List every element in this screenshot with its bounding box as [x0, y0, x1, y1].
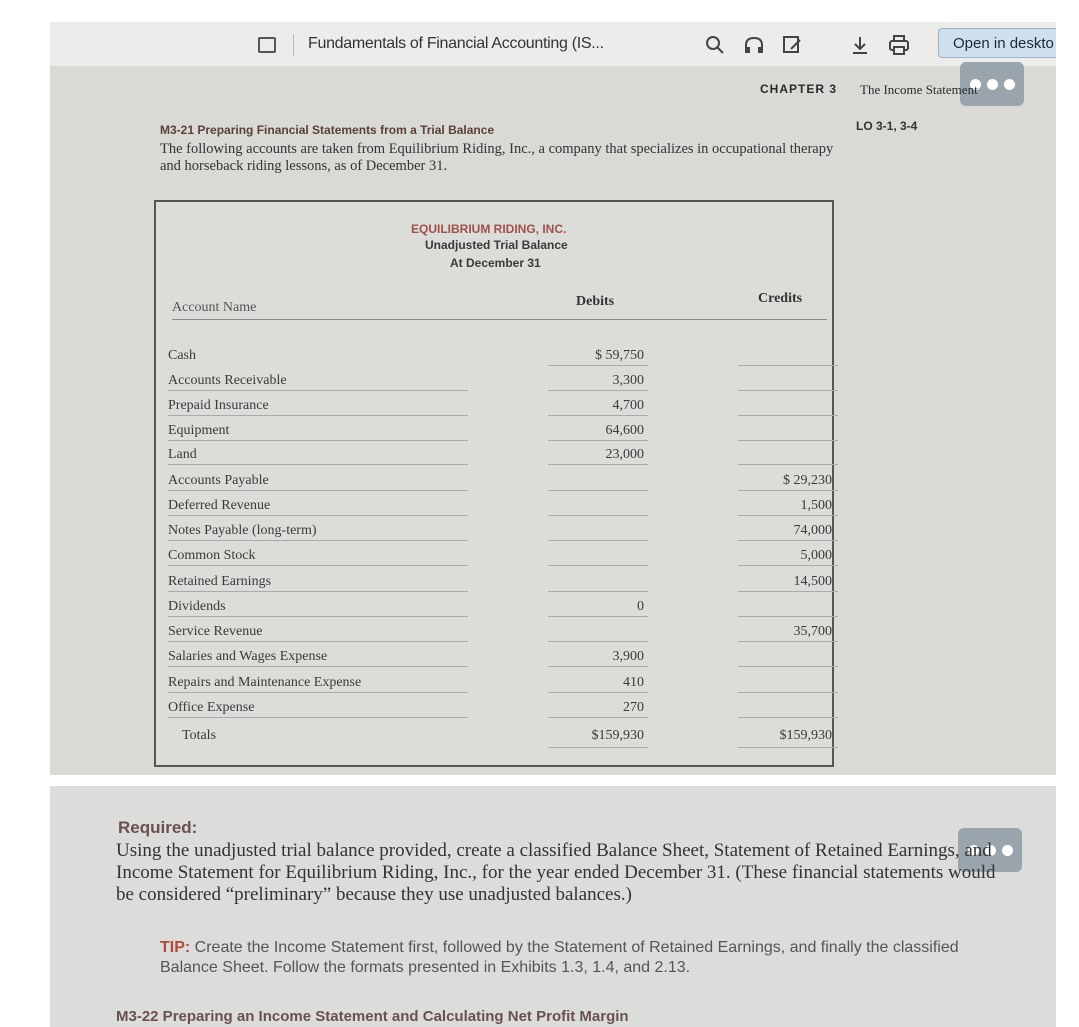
account-name: Land [168, 447, 197, 462]
account-name: Office Expense [168, 700, 255, 715]
cell-rule [168, 464, 468, 465]
totals-row [168, 721, 832, 746]
account-name: Prepaid Insurance [168, 398, 269, 413]
trial-balance-table [154, 200, 834, 767]
read-aloud-icon[interactable] [743, 34, 765, 56]
debit-value: 410 [623, 675, 644, 690]
account-name: Repairs and Maintenance Expense [168, 675, 362, 690]
required-label: Required: [118, 818, 198, 837]
cell-rule [548, 464, 648, 465]
double-rule [548, 747, 648, 748]
account-name: Accounts Payable [168, 473, 269, 488]
account-name: Service Revenue [168, 624, 263, 639]
cell-rule [548, 565, 648, 566]
chapter-title: The Income Statement [860, 82, 978, 97]
print-icon[interactable] [888, 34, 910, 56]
table-row [168, 567, 832, 592]
account-name: Equipment [168, 423, 230, 438]
totals-label: Totals [182, 728, 217, 743]
account-name: Cash [168, 348, 196, 363]
account-name: Salaries and Wages Expense [168, 649, 328, 664]
table-row [168, 466, 832, 491]
cell-rule [738, 464, 838, 465]
cell-rule [168, 717, 468, 718]
table-row [168, 516, 832, 541]
account-name: Deferred Revenue [168, 498, 271, 513]
learning-objective: LO 3-1, 3-4 [856, 119, 918, 133]
trial-balance-subtitle: Unadjusted Trial Balance [425, 238, 568, 252]
table-row [168, 341, 828, 366]
problem-title: M3-21 Preparing Financial Statements from a Trial Balance [160, 123, 495, 137]
textbook-page-photo [50, 22, 1056, 775]
credit-value: 14,500 [793, 574, 832, 589]
table-row [168, 617, 832, 642]
open-in-desktop-button[interactable]: Open in deskto [938, 28, 1056, 58]
credit-value: 1,500 [800, 498, 832, 513]
table-row [168, 440, 828, 465]
table-row [168, 541, 832, 566]
document-title: Fundamentals of Financial Accounting (IS... [308, 35, 604, 52]
table-row [168, 668, 828, 693]
credit-value: 35,700 [793, 624, 832, 639]
debit-value: 23,000 [605, 447, 644, 462]
credit-value: $ 29,230 [783, 473, 832, 488]
double-rule [738, 747, 838, 748]
debit-value: 270 [623, 700, 644, 715]
account-name: Notes Payable (long-term) [168, 523, 317, 538]
table-row [168, 491, 832, 516]
table-row [168, 592, 828, 617]
cell-rule [168, 666, 468, 667]
tip-text: Create the Income Statement first, followed by the Statement of Retained Earnings, and finally the classified Balance Sheet. Follow the formats presented in Exhibits 1.3, 1.4, and 2.13. [160, 939, 959, 976]
table-row [168, 416, 828, 441]
toolbar-divider [293, 34, 294, 56]
download-icon[interactable] [849, 34, 871, 56]
table-row [168, 642, 828, 667]
chapter-label: CHAPTER 3 [760, 82, 838, 96]
table-row [168, 391, 828, 416]
cell-rule [548, 666, 648, 667]
credit-value: 74,000 [793, 523, 832, 538]
table-row [168, 366, 828, 391]
cell-rule [738, 666, 838, 667]
column-header-credits: Credits [758, 291, 803, 306]
credit-total: $159,930 [779, 728, 832, 743]
credit-value: 5,000 [800, 548, 832, 563]
viewer-toolbar [50, 22, 1056, 66]
problem-intro: The following accounts are taken from Equilibrium Riding, Inc., a company that specializes in occupational therapy and horseback riding lessons, as of December 31. [160, 141, 834, 174]
company-name: EQUILIBRIUM RIDING, INC. [411, 222, 567, 236]
search-icon[interactable] [704, 34, 726, 56]
header-rule [172, 319, 827, 320]
tip-label: TIP: [160, 939, 191, 956]
table-row [168, 693, 828, 718]
debit-total: $159,930 [591, 728, 644, 743]
required-section-photo [50, 786, 1056, 1027]
required-text: Using the unadjusted trial balance provided, create a classified Balance Sheet, Statement of Retained Earnings, and Income Statement for Equilibrium Riding, Inc., for the year ended December 31. (These financial statements would be considered “preliminary” because they use unadjusted balances.) [116, 840, 996, 905]
annotate-icon[interactable] [781, 34, 803, 56]
debit-value: 4,700 [612, 398, 644, 413]
account-name: Common Stock [168, 548, 256, 563]
book-icon[interactable] [258, 37, 276, 53]
account-name: Dividends [168, 599, 226, 614]
cell-rule [168, 565, 468, 566]
debit-value: 3,300 [612, 373, 644, 388]
debit-value: 3,900 [612, 649, 644, 664]
account-name: Accounts Receivable [168, 373, 287, 388]
cell-rule [738, 717, 838, 718]
cell-rule [738, 565, 838, 566]
column-header-debits: Debits [576, 294, 615, 309]
trial-balance-date: At December 31 [450, 256, 541, 270]
debit-value: 0 [637, 599, 644, 614]
account-name: Retained Earnings [168, 574, 272, 589]
next-problem-heading: M3-22 Preparing an Income Statement and Calculating Net Profit Margin [116, 1008, 629, 1025]
column-header-account: Account Name [172, 300, 257, 315]
tip-block [160, 938, 1020, 978]
cell-rule [548, 717, 648, 718]
debit-value: $ 59,750 [595, 348, 644, 363]
debit-value: 64,600 [605, 423, 644, 438]
